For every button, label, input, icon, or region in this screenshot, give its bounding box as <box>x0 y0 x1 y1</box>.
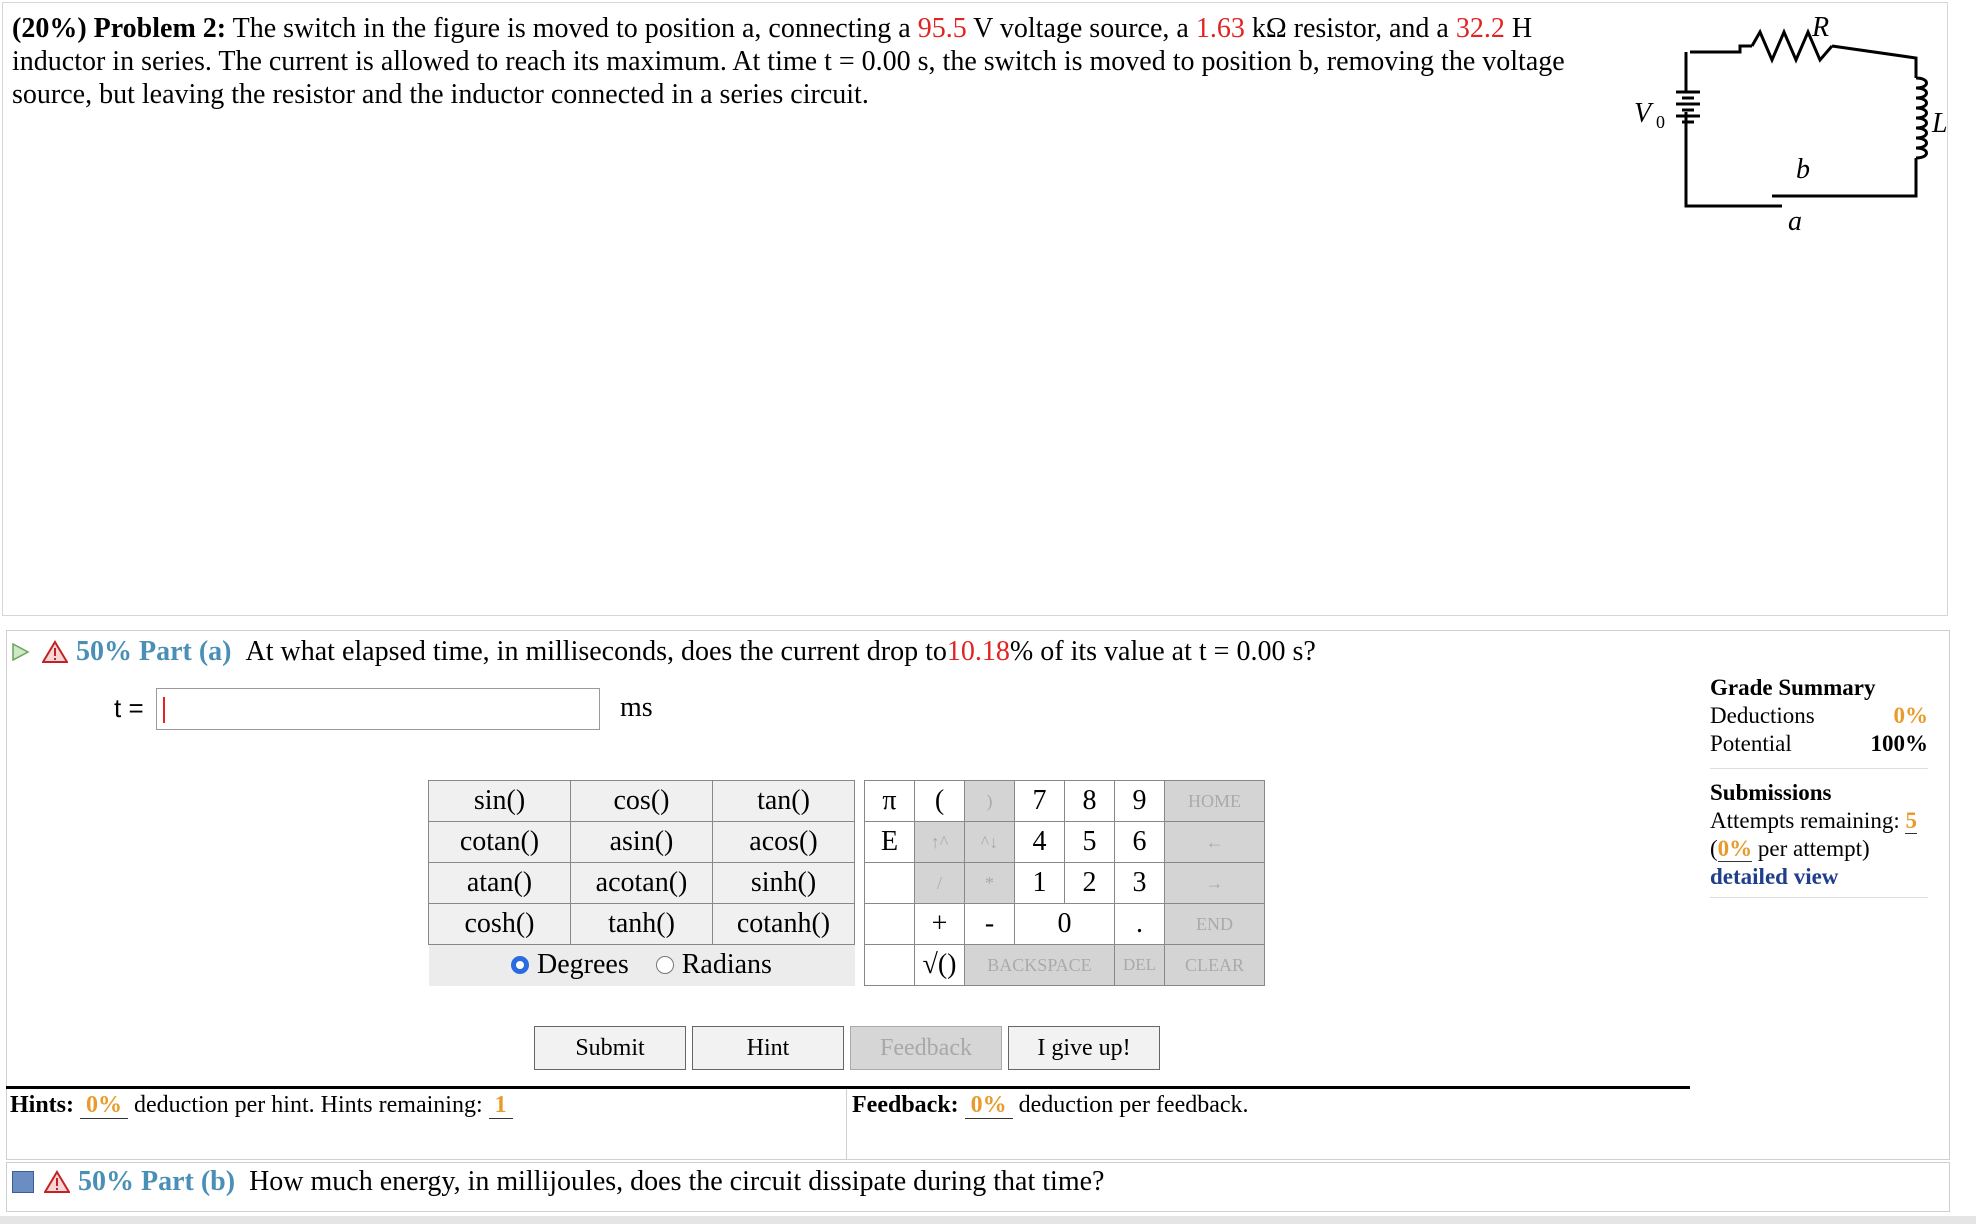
text-cursor <box>163 697 165 723</box>
hints-info <box>10 1092 513 1119</box>
resistor-label: R <box>1812 12 1830 43</box>
grade-summary <box>1710 674 1928 908</box>
attempts-label: Attempts remaining: <box>1710 808 1900 833</box>
potential-value: 100% <box>1870 731 1928 756</box>
attempts-row <box>1710 807 1928 835</box>
key-divide[interactable]: / <box>915 863 965 904</box>
attempts-value: 5 <box>1905 808 1917 833</box>
degrees-label: Degrees <box>537 948 629 980</box>
submissions-title: Submissions <box>1710 780 1832 805</box>
degrees-radio[interactable] <box>511 949 629 981</box>
key-open-paren[interactable]: ( <box>915 781 965 822</box>
warning-icon <box>42 640 68 664</box>
hints-divider <box>846 1089 847 1160</box>
part-a-header <box>10 634 1316 670</box>
circuit-diagram <box>1600 2 1960 242</box>
deductions-value: 0% <box>1893 703 1928 728</box>
key-0[interactable]: 0 <box>1015 904 1115 945</box>
collapse-icon[interactable] <box>12 1171 34 1193</box>
key-2[interactable]: 2 <box>1065 863 1115 904</box>
key-9[interactable]: 9 <box>1115 781 1165 822</box>
hints-remaining: 1 <box>489 1092 513 1119</box>
key-right-arrow[interactable]: → <box>1165 863 1265 904</box>
key-blank-2 <box>865 904 915 945</box>
problem-text-2: V voltage source, a <box>966 13 1196 44</box>
hints-text: deduction per hint. Hints remaining: <box>134 1092 483 1118</box>
key-3[interactable]: 3 <box>1115 863 1165 904</box>
key-multiply[interactable]: * <box>965 863 1015 904</box>
key-minus[interactable]: - <box>965 904 1015 945</box>
part-a-question-2: % of its value at t = 0.00 s? <box>1009 636 1316 667</box>
voltage-label: V <box>1634 98 1652 129</box>
per-attempt-text: per attempt) <box>1757 836 1870 861</box>
give-up-button[interactable]: I give up! <box>1008 1026 1160 1070</box>
per-attempt-open: ( <box>1710 836 1718 861</box>
submit-button[interactable]: Submit <box>534 1026 686 1070</box>
expand-arrow-icon[interactable] <box>10 642 30 662</box>
problem-text-3: kΩ resistor, and a <box>1244 13 1456 44</box>
key-asin[interactable]: asin() <box>571 822 713 863</box>
potential-row <box>1710 730 1928 758</box>
inductor-symbol <box>1916 78 1927 158</box>
feedback-text: deduction per feedback. <box>1018 1092 1249 1118</box>
answer-input[interactable] <box>156 688 600 730</box>
key-plus[interactable]: + <box>915 904 965 945</box>
number-keypad <box>864 780 1265 986</box>
feedback-label: Feedback: <box>852 1092 959 1118</box>
key-up[interactable]: ↑^ <box>915 822 965 863</box>
switch-a-label: a <box>1788 206 1802 237</box>
key-backspace[interactable]: BACKSPACE <box>965 945 1115 986</box>
problem-title: Problem 2: <box>93 13 227 44</box>
voltage-value: 95.5 <box>917 13 967 44</box>
key-blank-3 <box>865 945 915 986</box>
feedback-info <box>852 1092 1249 1119</box>
part-a-question-1: At what elapsed time, in milliseconds, does the current drop to <box>245 636 947 667</box>
resistance-value: 1.63 <box>1195 13 1245 44</box>
key-blank <box>865 863 915 904</box>
key-cos[interactable]: cos() <box>571 781 713 822</box>
hints-deduction: 0% <box>80 1092 128 1119</box>
problem-weight: (20%) <box>12 13 87 44</box>
detailed-view-link[interactable]: detailed view <box>1710 864 1839 889</box>
hints-label: Hints: <box>10 1092 75 1118</box>
inductance-value: 32.2 <box>1455 13 1505 44</box>
key-pi[interactable]: π <box>865 781 915 822</box>
key-cotanh[interactable]: cotanh() <box>713 904 855 945</box>
key-4[interactable]: 4 <box>1015 822 1065 863</box>
deductions-label: Deductions <box>1710 703 1815 728</box>
part-a-percent: 10.18 <box>946 636 1010 667</box>
key-down[interactable]: ^↓ <box>965 822 1015 863</box>
grade-summary-title: Grade Summary <box>1710 675 1876 700</box>
voltage-subscript: 0 <box>1656 112 1665 132</box>
key-tan[interactable]: tan() <box>713 781 855 822</box>
radians-radio-dot[interactable] <box>656 956 674 974</box>
warning-icon <box>44 1170 70 1194</box>
answer-unit: ms <box>620 692 653 723</box>
feedback-deduction: 0% <box>965 1092 1013 1119</box>
feedback-button[interactable]: Feedback <box>850 1026 1002 1070</box>
key-acos[interactable]: acos() <box>713 822 855 863</box>
key-close-paren[interactable]: ) <box>965 781 1015 822</box>
per-attempt-pct: 0% <box>1717 836 1753 861</box>
key-1[interactable]: 1 <box>1015 863 1065 904</box>
key-dot[interactable]: . <box>1115 904 1165 945</box>
key-sin[interactable]: sin() <box>429 781 571 822</box>
key-sqrt[interactable]: √() <box>915 945 965 986</box>
problem-text-1: The switch in the figure is moved to position a, connecting a <box>232 13 918 44</box>
degrees-radio-dot[interactable] <box>511 956 529 974</box>
angle-mode-row <box>429 945 855 986</box>
grade-separator <box>1710 758 1928 769</box>
per-attempt-row <box>1710 835 1928 863</box>
key-del[interactable]: DEL <box>1115 945 1165 986</box>
part-b-question: How much energy, in millijoules, does the circuit dissipate during that time? <box>249 1166 1105 1197</box>
key-8[interactable]: 8 <box>1065 781 1115 822</box>
key-6[interactable]: 6 <box>1115 822 1165 863</box>
function-keypad <box>428 780 855 986</box>
inductor-label: L <box>1932 108 1948 139</box>
key-sinh[interactable]: sinh() <box>713 863 855 904</box>
part-b-header <box>12 1166 1104 1198</box>
key-home[interactable]: HOME <box>1165 781 1265 822</box>
part-a-weight: 50% Part (a) <box>76 636 232 667</box>
hint-button[interactable]: Hint <box>692 1026 844 1070</box>
key-end[interactable]: END <box>1165 904 1265 945</box>
key-tanh[interactable]: tanh() <box>571 904 713 945</box>
key-acotan[interactable]: acotan() <box>571 863 713 904</box>
problem-text-4: H inductor in series. The current is allowed to reach its maximum. At time t = 0.00 s, the switch is moved to position b, removing the voltage source, but leaving the resistor and the inductor connected in a series circuit. <box>12 13 1565 110</box>
key-clear[interactable]: CLEAR <box>1165 945 1265 986</box>
grade-separator-2 <box>1710 891 1928 898</box>
switch-b-label: b <box>1796 154 1810 185</box>
key-cosh[interactable]: cosh() <box>429 904 571 945</box>
deductions-row <box>1710 702 1928 730</box>
part-b-weight: 50% Part (b) <box>78 1166 236 1197</box>
key-left-arrow[interactable]: ← <box>1165 822 1265 863</box>
key-7[interactable]: 7 <box>1015 781 1065 822</box>
answer-label: t = <box>114 693 144 723</box>
key-5[interactable]: 5 <box>1065 822 1115 863</box>
potential-label: Potential <box>1710 731 1792 756</box>
footer-bar <box>0 1216 1976 1224</box>
key-e[interactable]: E <box>865 822 915 863</box>
key-cotan[interactable]: cotan() <box>429 822 571 863</box>
radians-label: Radians <box>681 948 772 980</box>
problem-statement <box>12 12 1612 111</box>
key-atan[interactable]: atan() <box>429 863 571 904</box>
radians-radio[interactable] <box>656 949 772 981</box>
